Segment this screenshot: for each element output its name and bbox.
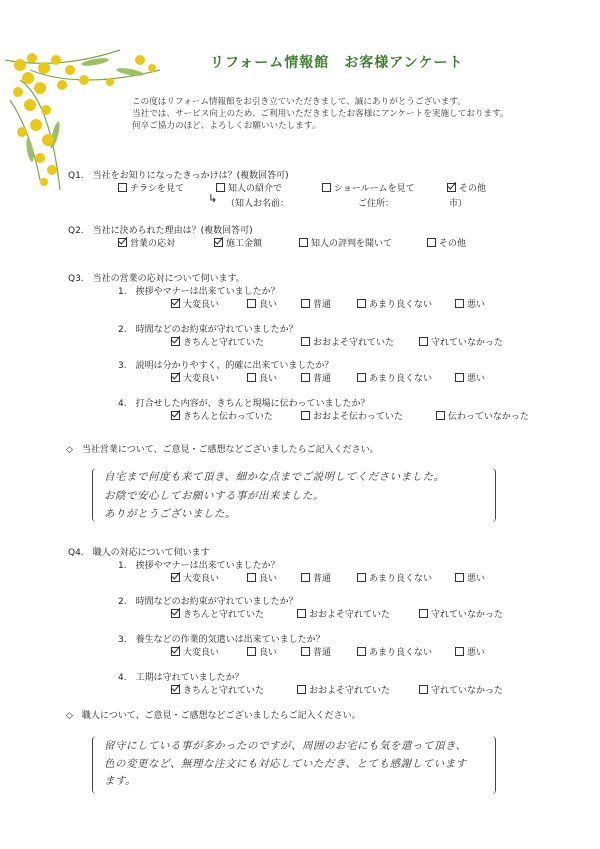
q4-4-option-2[interactable]: おおよそ守れていた	[297, 683, 390, 696]
checkbox[interactable]	[301, 573, 310, 582]
q1-option-2[interactable]: 知人の紹介で	[216, 181, 282, 194]
checkbox-checked[interactable]	[447, 183, 456, 192]
q4-1-option-3[interactable]: 普通	[301, 571, 331, 584]
q3-2-option-2[interactable]: おおよそ守れていた	[301, 335, 394, 348]
checkbox-checked[interactable]	[171, 373, 180, 382]
q4-2-option-1[interactable]: きちんと守れていた	[171, 607, 264, 620]
q3-3-option-1[interactable]: 大変良い	[171, 371, 219, 384]
q3-3-option-3[interactable]: 普通	[301, 371, 331, 384]
checkbox[interactable]	[427, 238, 436, 247]
q4-2-option-3[interactable]: 守れていなかった	[419, 607, 503, 620]
q4-2-option-2[interactable]: おおよそ守れていた	[297, 607, 390, 620]
q2-option-1[interactable]: 営業の応対	[118, 236, 175, 249]
checkbox-checked[interactable]	[171, 685, 180, 694]
q4-3-option-2[interactable]: 良い	[247, 645, 277, 658]
q2-option-2[interactable]: 施工金額	[214, 236, 262, 249]
checkbox[interactable]	[299, 238, 308, 247]
checkbox[interactable]	[297, 685, 306, 694]
q4-item-2: 2. 時間などのお約束が守れていましたか？	[118, 597, 298, 607]
checkbox-checked[interactable]	[171, 411, 180, 420]
sales-comment-line-2: お陰で安心してお願いする事が出来ました。	[104, 490, 324, 502]
q2-option-4[interactable]: その他	[427, 236, 466, 249]
sales-comment-line-1: 自宅まで何度も来て頂き、細かな点までご説明してくださいました。	[104, 471, 445, 483]
checkbox[interactable]	[455, 299, 464, 308]
q4-3-option-5[interactable]: 悪い	[455, 645, 485, 658]
checkbox[interactable]	[247, 573, 256, 582]
q4-item-1: 1. 挨拶やマナーは出来ていましたか？	[118, 561, 280, 571]
q1-address-end: 市）	[449, 199, 468, 209]
q3-1-option-5[interactable]: 悪い	[455, 297, 485, 310]
checkbox[interactable]	[436, 411, 445, 420]
checkbox[interactable]	[419, 337, 428, 346]
q3-3-option-4[interactable]: あまり良くない	[357, 371, 432, 384]
page-title: リフォーム情報館 お客様アンケート	[210, 55, 464, 71]
checkbox[interactable]	[419, 685, 428, 694]
q1-option-1[interactable]: チラシを見て	[118, 181, 184, 194]
checkbox[interactable]	[357, 299, 366, 308]
q3-4-option-2[interactable]: おおよそ伝わっていた	[301, 409, 403, 422]
checkbox[interactable]	[419, 609, 428, 618]
checkbox-checked[interactable]	[171, 647, 180, 656]
q3-1-option-4[interactable]: あまり良くない	[357, 297, 432, 310]
q4-1-option-1[interactable]: 大変良い	[171, 571, 219, 584]
intro-line-2: 当社では、サービス向上のため、ご利用いただきましたお客様にアンケートを実施しております。	[132, 109, 509, 119]
q1-option-4[interactable]: その他	[447, 181, 486, 194]
craft-comment-line-3: ます。	[104, 775, 137, 787]
q1-address-label: ご住所：	[358, 199, 395, 209]
checkbox[interactable]	[297, 609, 306, 618]
checkbox[interactable]	[118, 183, 127, 192]
checkbox-checked[interactable]	[171, 609, 180, 618]
checkbox[interactable]	[455, 647, 464, 656]
checkbox[interactable]	[322, 183, 331, 192]
q3-item-3: 3. 説明は分かりやすく、的確に出来ていましたか？	[118, 361, 334, 371]
q4-item-3: 3. 養生などの作業的気遣いは出来ていましたか？	[118, 635, 325, 645]
q1-acquaintance-name: （知人お名前：	[226, 199, 290, 209]
q4-1-option-5[interactable]: 悪い	[455, 571, 485, 584]
q3-4-option-3[interactable]: 伝わっていなかった	[436, 409, 529, 422]
craft-comment-line-2: 色の変更など、無理な注文にも対応していただき、とても感謝しています	[104, 758, 467, 770]
checkbox-checked[interactable]	[171, 337, 180, 346]
q3-4-option-1[interactable]: きちんと伝わっていた	[171, 409, 273, 422]
checkbox[interactable]	[301, 373, 310, 382]
checkbox[interactable]	[247, 299, 256, 308]
q4-4-option-1[interactable]: きちんと守れていた	[171, 683, 264, 696]
checkbox-checked[interactable]	[118, 238, 127, 247]
checkbox-checked[interactable]	[171, 573, 180, 582]
q4-3-option-4[interactable]: あまり良くない	[357, 645, 432, 658]
intro-line-1: この度はリフォーム情報館をお引き立ていただきまして、誠にありがとうございます。	[132, 97, 466, 107]
checkbox[interactable]	[301, 411, 310, 420]
q3-3-option-2[interactable]: 良い	[247, 371, 277, 384]
checkbox[interactable]	[357, 573, 366, 582]
q3-item-2: 2. 時間などのお約束が守れていましたか？	[118, 325, 298, 335]
q3-item-4: 4. 打合せした内容が、きちんと現場に伝わっていましたか？	[118, 399, 370, 409]
checkbox[interactable]	[216, 183, 225, 192]
checkbox[interactable]	[301, 299, 310, 308]
checkbox[interactable]	[455, 573, 464, 582]
q1-option-3[interactable]: ショールームを見て	[322, 181, 415, 194]
q3-2-option-3[interactable]: 守れていなかった	[419, 335, 503, 348]
q2-label: Q2. 当社に決められた理由は？(複数回答可)	[68, 226, 253, 236]
arrow-mark-icon: ↳	[208, 192, 218, 205]
checkbox[interactable]	[357, 647, 366, 656]
checkbox[interactable]	[301, 647, 310, 656]
q3-item-1: 1. 挨拶やマナーは出来ていましたか？	[118, 287, 280, 297]
intro-line-3: 何卒ご協力のほど、よろしくお願いいたします。	[132, 121, 321, 131]
checkbox[interactable]	[247, 647, 256, 656]
craft-comment-label: ◇ 職人について、ご意見・ご感想などございましたらご記入ください。	[66, 711, 361, 721]
q4-4-option-3[interactable]: 守れていなかった	[419, 683, 503, 696]
q1-label: Q1. 当社をお知りになったきっかけは？(複数回答可)	[68, 171, 289, 181]
sales-comment-label: ◇ 当社営業について、ご意見・ご感想などございましたらご記入ください。	[66, 445, 379, 455]
checkbox[interactable]	[357, 373, 366, 382]
checkbox[interactable]	[301, 337, 310, 346]
checkbox-checked[interactable]	[214, 238, 223, 247]
checkbox[interactable]	[455, 373, 464, 382]
q4-1-option-4[interactable]: あまり良くない	[357, 571, 432, 584]
q3-1-option-1[interactable]: 大変良い	[171, 297, 219, 310]
sales-comment-line-3: ありがとうございました。	[104, 508, 236, 520]
q3-label: Q3. 当社の営業の応対について伺います。	[68, 274, 245, 284]
checkbox[interactable]	[247, 373, 256, 382]
checkbox-checked[interactable]	[171, 299, 180, 308]
q4-3-option-3[interactable]: 普通	[301, 645, 331, 658]
q4-label: Q4. 職人の対応について伺います	[68, 548, 210, 558]
q3-2-option-1[interactable]: きちんと守れていた	[171, 335, 264, 348]
q4-1-option-2[interactable]: 良い	[247, 571, 277, 584]
q3-3-option-5[interactable]: 悪い	[455, 371, 485, 384]
q4-item-4: 4. 工期は守れていましたか？	[118, 673, 244, 683]
q4-3-option-1[interactable]: 大変良い	[171, 645, 219, 658]
q2-option-3[interactable]: 知人の評判を聞いて	[299, 236, 392, 249]
q3-1-option-3[interactable]: 普通	[301, 297, 331, 310]
q3-1-option-2[interactable]: 良い	[247, 297, 277, 310]
craft-comment-line-1: 留守にしている事が多かったのですが、周囲のお宅にも気を遣って頂き、	[104, 740, 467, 752]
